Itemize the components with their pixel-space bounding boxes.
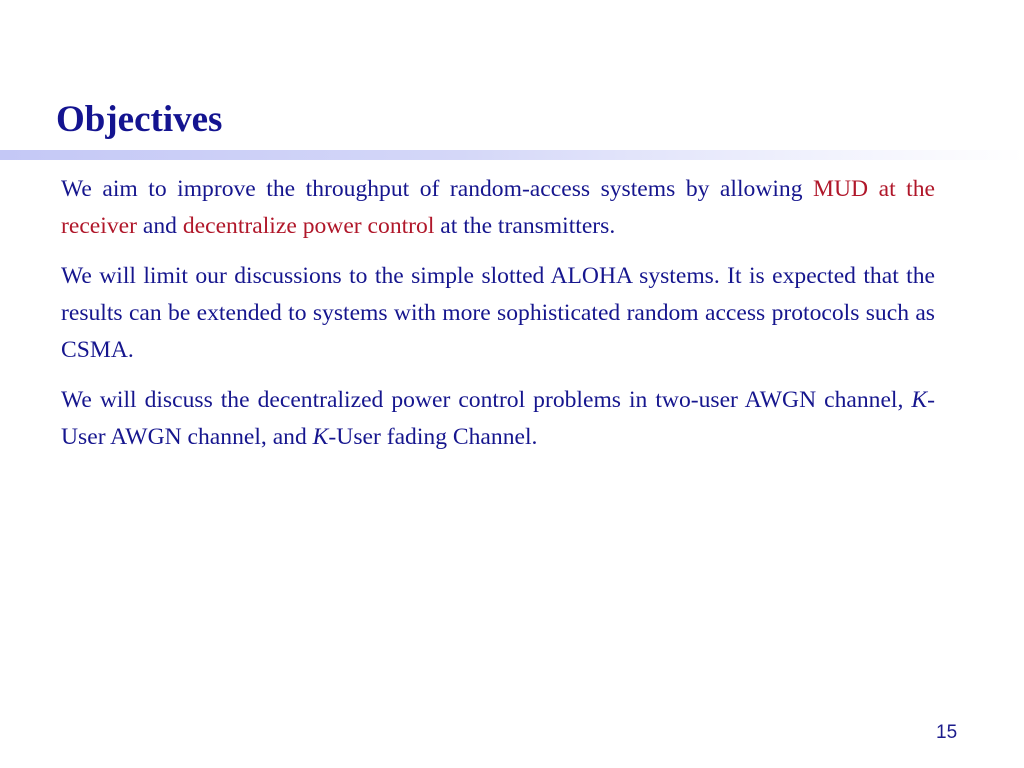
paragraph-2: We will limit our discussions to the simple slotted ALOHA systems. It is expected that the results can be extended to systems with more sophisticated random access protocols such as CSMA. <box>61 263 935 363</box>
paragraph-3 <box>61 382 935 456</box>
highlight-decentralize-power-control: decentralize power control <box>182 213 435 239</box>
page-number: 15 <box>936 722 958 743</box>
slide-body <box>61 171 935 469</box>
paragraph-1 <box>61 171 935 245</box>
title-underline-bar <box>0 150 1024 160</box>
paragraph-1-text-start: We aim to improve the throughput of random-access systems by allowing <box>61 176 814 202</box>
paragraph-3-text-end: -User fading Channel. <box>328 424 538 450</box>
paragraph-3-text-start: We will discuss the decentralized power control problems in two-user AWGN channel, <box>61 387 912 413</box>
paragraph-1-text-end: at the transmitters. <box>434 213 616 239</box>
math-k-2: K <box>312 424 329 450</box>
math-k-1: K <box>911 387 928 413</box>
paragraph-3-text-mid: -User AWGN channel, and <box>61 387 935 450</box>
highlight-mud-at-receiver: MUD at the receiver <box>61 176 935 239</box>
slide-title: Objectives <box>56 99 223 140</box>
paragraph-1-text-mid: and <box>136 213 183 239</box>
